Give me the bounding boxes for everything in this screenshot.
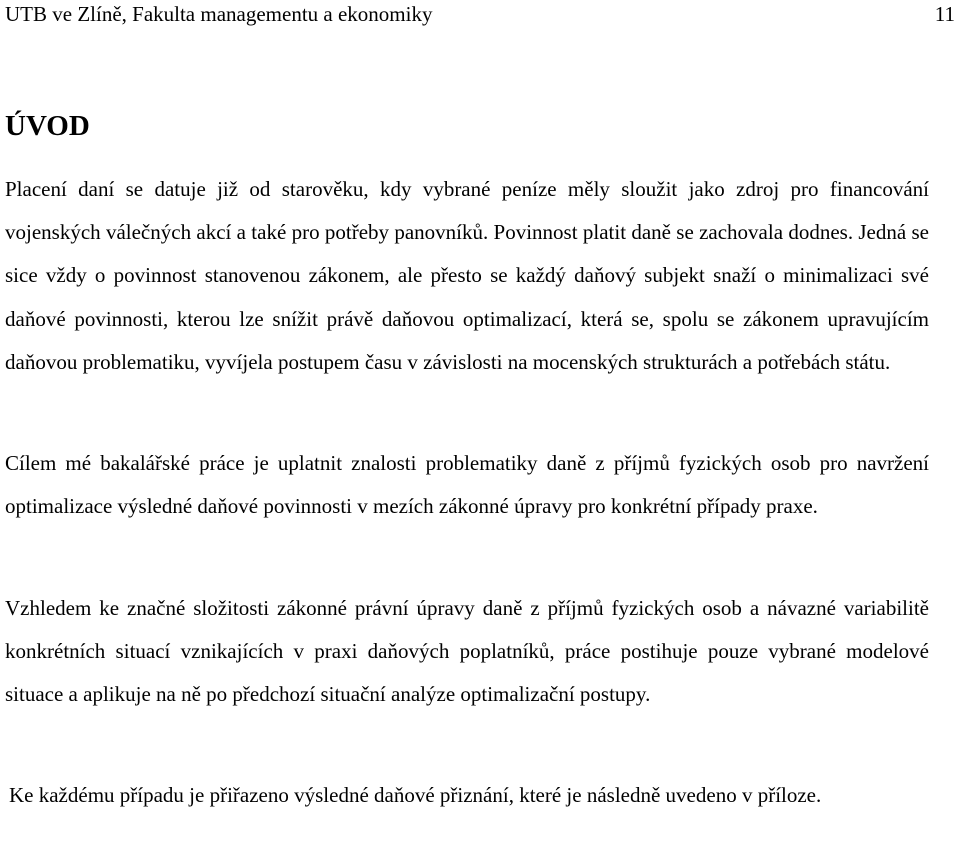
intro-paragraph-history: Placení daní se datuje již od starověku, kdy vybrané peníze měly sloužit jako zdroj pro financování vojenských válečných akcí a také pro potřeby panovníků. Povinnost platit daně se zachovala dodnes. Jedná se sice vždy o povinnost stanovenou zákonem, ale přesto se každý daňový subjekt snaží o minimalizaci své daňové povinnosti, kterou lze snížit právě daňovou optimalizací, která se, spolu se zákonem upravujícím daňovou problematiku, vyvíjela postupem času v závislosti na mocenských strukturách a potřebách státu. <box>5 177 929 374</box>
page-header <box>5 0 955 28</box>
section-heading: ÚVOD <box>5 110 90 142</box>
page-number: 11 <box>934 2 955 26</box>
intro-paragraph-appendix: Ke každému případu je přiřazeno výsledné daňové přiznání, které je následně uvedeno v příloze. <box>9 783 822 807</box>
header-title: UTB ve Zlíně, Fakulta managementu a ekonomiky <box>5 2 433 26</box>
intro-paragraph-goal: Cílem mé bakalářské práce je uplatnit znalosti problematiky daně z příjmů fyzických osob pro navržení optimalizace výsledné daňové povinnosti v mezích zákonné úpravy pro konkrétní případy praxe. <box>5 451 929 519</box>
intro-paragraph-scope: Vzhledem ke značné složitosti zákonné právní úpravy daně z příjmů fyzických osob a návazné variabilitě konkrétních situací vznikajících v praxi daňových poplatníků, práce postihuje pouze vybrané modelové situace a aplikuje na ně po předchozí situační analýze optimalizační postupy. <box>5 596 929 707</box>
